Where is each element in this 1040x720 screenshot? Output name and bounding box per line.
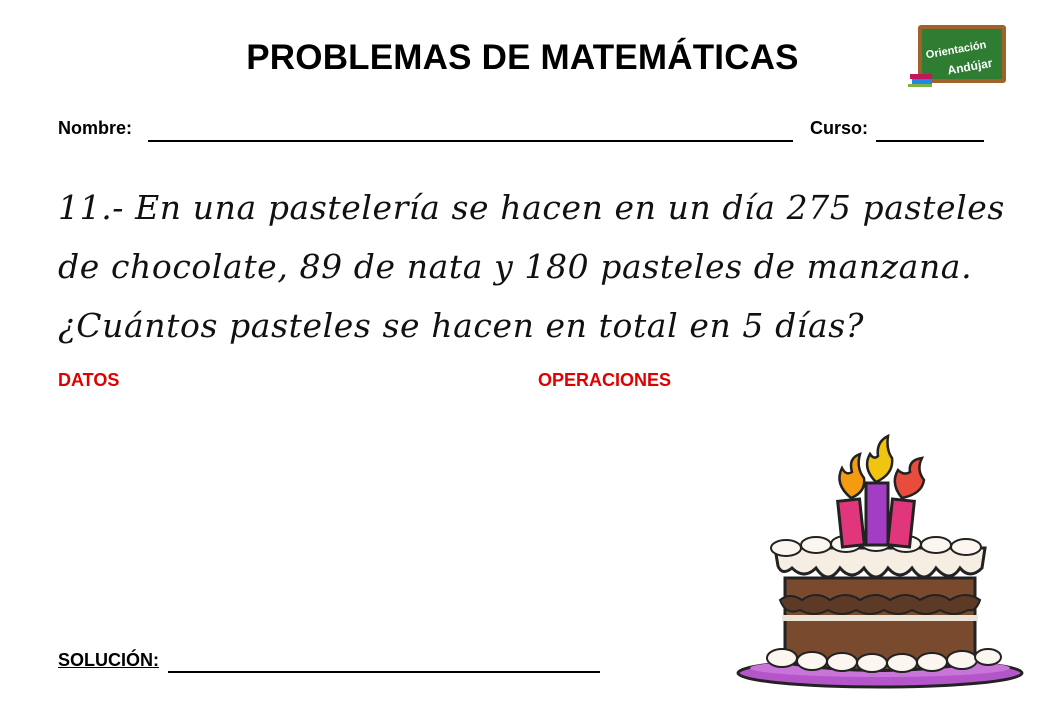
birthday-cake-icon: [730, 428, 1030, 693]
course-label: Curso:: [810, 118, 868, 138]
orientacion-andujar-logo: [908, 22, 1008, 88]
name-label: Nombre:: [58, 118, 133, 138]
course-line[interactable]: [876, 140, 984, 142]
svg-text:Orientación: Orientación: [924, 38, 988, 62]
solution-line[interactable]: [168, 671, 600, 673]
operations-section-label: OPERACIONES: [538, 370, 672, 390]
svg-text:Andújar: Andújar: [946, 55, 994, 78]
solution-label: SOLUCIÓN:: [58, 650, 159, 670]
data-section-label: DATOS: [58, 370, 120, 390]
name-line[interactable]: [148, 140, 793, 142]
solution-row: [58, 650, 159, 676]
page-title: PROBLEMAS DE MATEMÁTICAS: [246, 38, 799, 77]
problem-statement: 11.- En una pastelería se hacen en un día 275 pasteles de chocolate, 89 de nata y 180 pasteles de manzana. ¿Cuántos pasteles se hacen en total en 5 días?: [58, 188, 1005, 345]
student-fields: [58, 118, 988, 146]
